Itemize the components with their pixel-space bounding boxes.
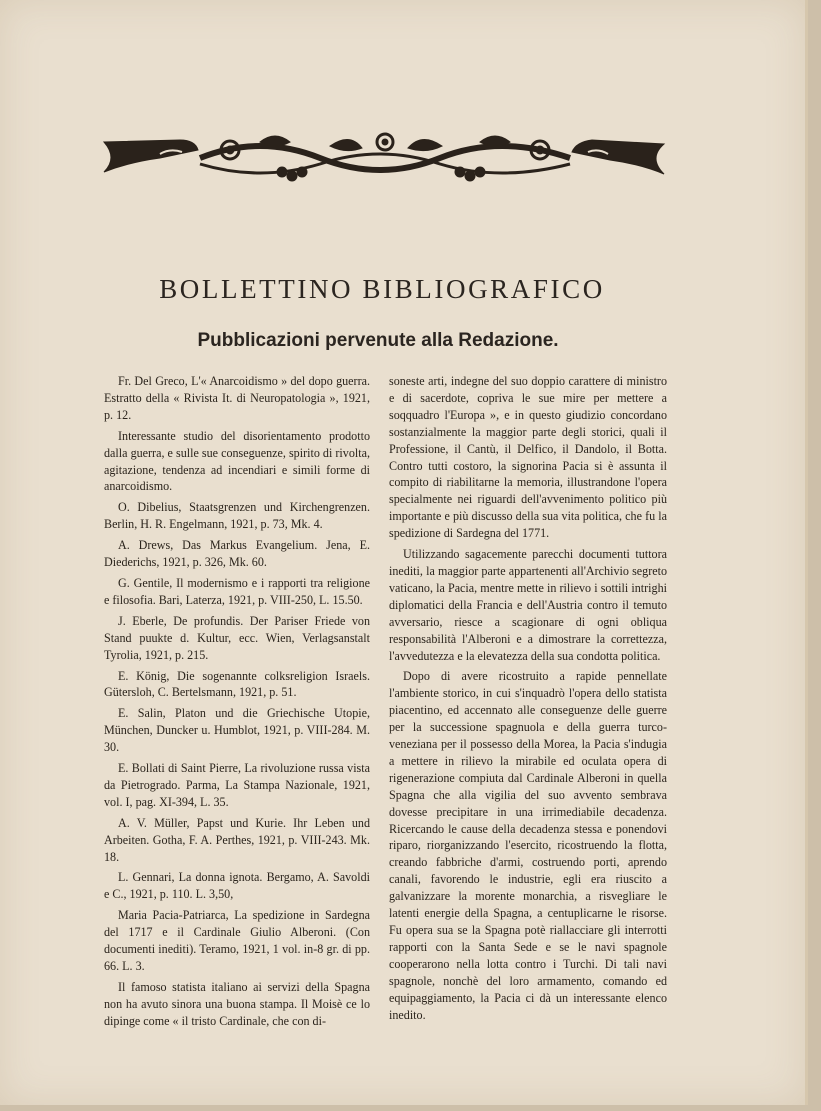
left-text-column xyxy=(104,373,370,1034)
review-paragraph: Dopo di avere ricostruito a rapide pennellate l'ambiente storico, in cui s'inquadrò l'opera dello statista piacentino, ed accennato alle conseguenze delle guerre per la successione spagnuola e della guerra turco-veneziana per il possesso della Morea, la Pacia s'indugia a mettere in rilievo la mirabile ed oculata opera di rigenerazione compiuta dal Cardinale Alberoni in quella Spagna che alla vigilia del suo avvento sembrava dovesse precipitare in una irrimediabile decadenza. Ricercando le cause della decadenza stessa e ponendovi riparo, riorganizzando l'esercito, ricostruendo la flotta, creando fabbriche d'armi, costruendo porti, aprendo canali, favorendo le industrie, egli era riuscito a galvanizzare la morente monarchia, a risvegliare le latenti energie della Spagna, a centuplicarne le risorse. Fu opera sua se la Spagna potè riallacciare gli interrotti rapporti con la Santa Sede e se le navi spagnole cooperarono nella lotta contro i Turchi. Di tali navi spagnole, nonchè del loro armamento, comando ed equipaggiamento, la Pacia ci dà un interessante elenco inedito. xyxy=(389,669,667,1022)
entry-konig: E. König, Die sogenannte colksreligion Israels. Gütersloh, C. Bertelsmann, 1921, p. 51. xyxy=(104,668,370,700)
entry-gennari: L. Gennari, La donna ignota. Bergamo, A. Savoldi e C., 1921, p. 110. L. 3,50, xyxy=(104,870,370,902)
entry-bollati: E. Bollati di Saint Pierre, La rivoluzione russa vista da Pietrogrado. Parma, La Stampa Nazionale, 1921, vol. I, pag. XI-394, L. 35. xyxy=(104,761,370,809)
review-paragraph: Interessante studio del disorientamento prodotto dalla guerra, e sulle sue conseguenze, spirito di rivolta, agitazione, tendenza ad incendiari e simili forme di anarcoidismo. xyxy=(104,428,370,494)
entry-pacia-patriarca: Maria Pacia-Patriarca, La spedizione in Sardegna del 1717 e il Cardinale Giulio Alberoni. (Con documenti inediti). Teramo, 1921, 1 vol. in-8 gr. di pp. 66. L. 3. xyxy=(104,908,370,973)
review-paragraph: Il famoso statista italiano ai servizi della Spagna non ha avuto sinora una buona stampa. Il Moisè ce lo dipinge come « il tristo Cardinale, che con di- xyxy=(104,979,370,1028)
entry-drews: A. Drews, Das Markus Evangelium. Jena, E. Diederichs, 1921, p. 326, Mk. 60. xyxy=(104,538,370,570)
review-paragraph: soneste arti, indegne del suo doppio carattere di ministro e di sacerdote, copriva le sue mire per mettere a soqquadro l'Europa », e in questo giudizio concordano sostanzialmente la maggior parte degli storici, quali il Professione, il Cantù, il Delfico, il Dandolo, il Botta. Contro tutti costoro, la signorina Pacia si è assunta il compito di riabilitarne la memoria, illustrandone l'opera specialmente nei riguardi dell'avvenimento politico più importante e più discusso della sua vita politica, che fu la spedizione di Sardegna del 1771. xyxy=(389,374,667,541)
right-text-column xyxy=(389,373,667,1027)
entry-dibelius: O. Dibelius, Staatsgrenzen und Kirchengrenzen. Berlin, H. R. Engelmann, 1921, p. 73, Mk. 4. xyxy=(104,500,370,532)
entry-eberle: J. Eberle, De profundis. Der Pariser Friede von Stand puukte d. Kultur, ecc. Wien, Verlagsanstalt Tyrolia, 1921, p. 215. xyxy=(104,613,370,662)
entry-muller: A. V. Müller, Papst und Kurie. Ihr Leben und Arbeiten. Gotha, F. A. Perthes, 1921, p. VIII-243. Mk. 18. xyxy=(104,815,370,864)
decorative-vine-ornament xyxy=(100,128,668,186)
bulletin-title: BOLLETTINO BIBLIOGRAFICO xyxy=(159,274,605,304)
entry-del-greco: Fr. Del Greco, L'« Anarcoidismo » del dopo guerra. Estratto della « Rivista It. di Neuropatologia », 1921, p. 12. xyxy=(104,374,370,422)
entry-gentile: G. Gentile, Il modernismo e i rapporti tra religione e filosofia. Bari, Laterza, 1921, p. VIII-250, L. 15.50. xyxy=(104,575,370,607)
review-paragraph: Utilizzando sagacemente parecchi documenti tuttora inediti, la maggior parte appartenenti all'Archivio segreto vaticano, la Pacia, mentre mette in rilievo i sottili intrighi diplomatici della Francia e dell'Austria contro il temuto avversario, riesce a scagionare di ogni obliqua responsabilità l'Alberoni e a dimostrare la correttezza, l'avvedutezza e la elevatezza della sua condotta politica. xyxy=(389,547,667,663)
entry-salin: E. Salin, Platon und die Griechische Utopie, München, Duncker u. Humblot, 1921, p. VIII-284. M. 30. xyxy=(104,706,370,755)
bulletin-subtitle: Pubblicazioni pervenute alla Redazione. xyxy=(197,330,559,351)
